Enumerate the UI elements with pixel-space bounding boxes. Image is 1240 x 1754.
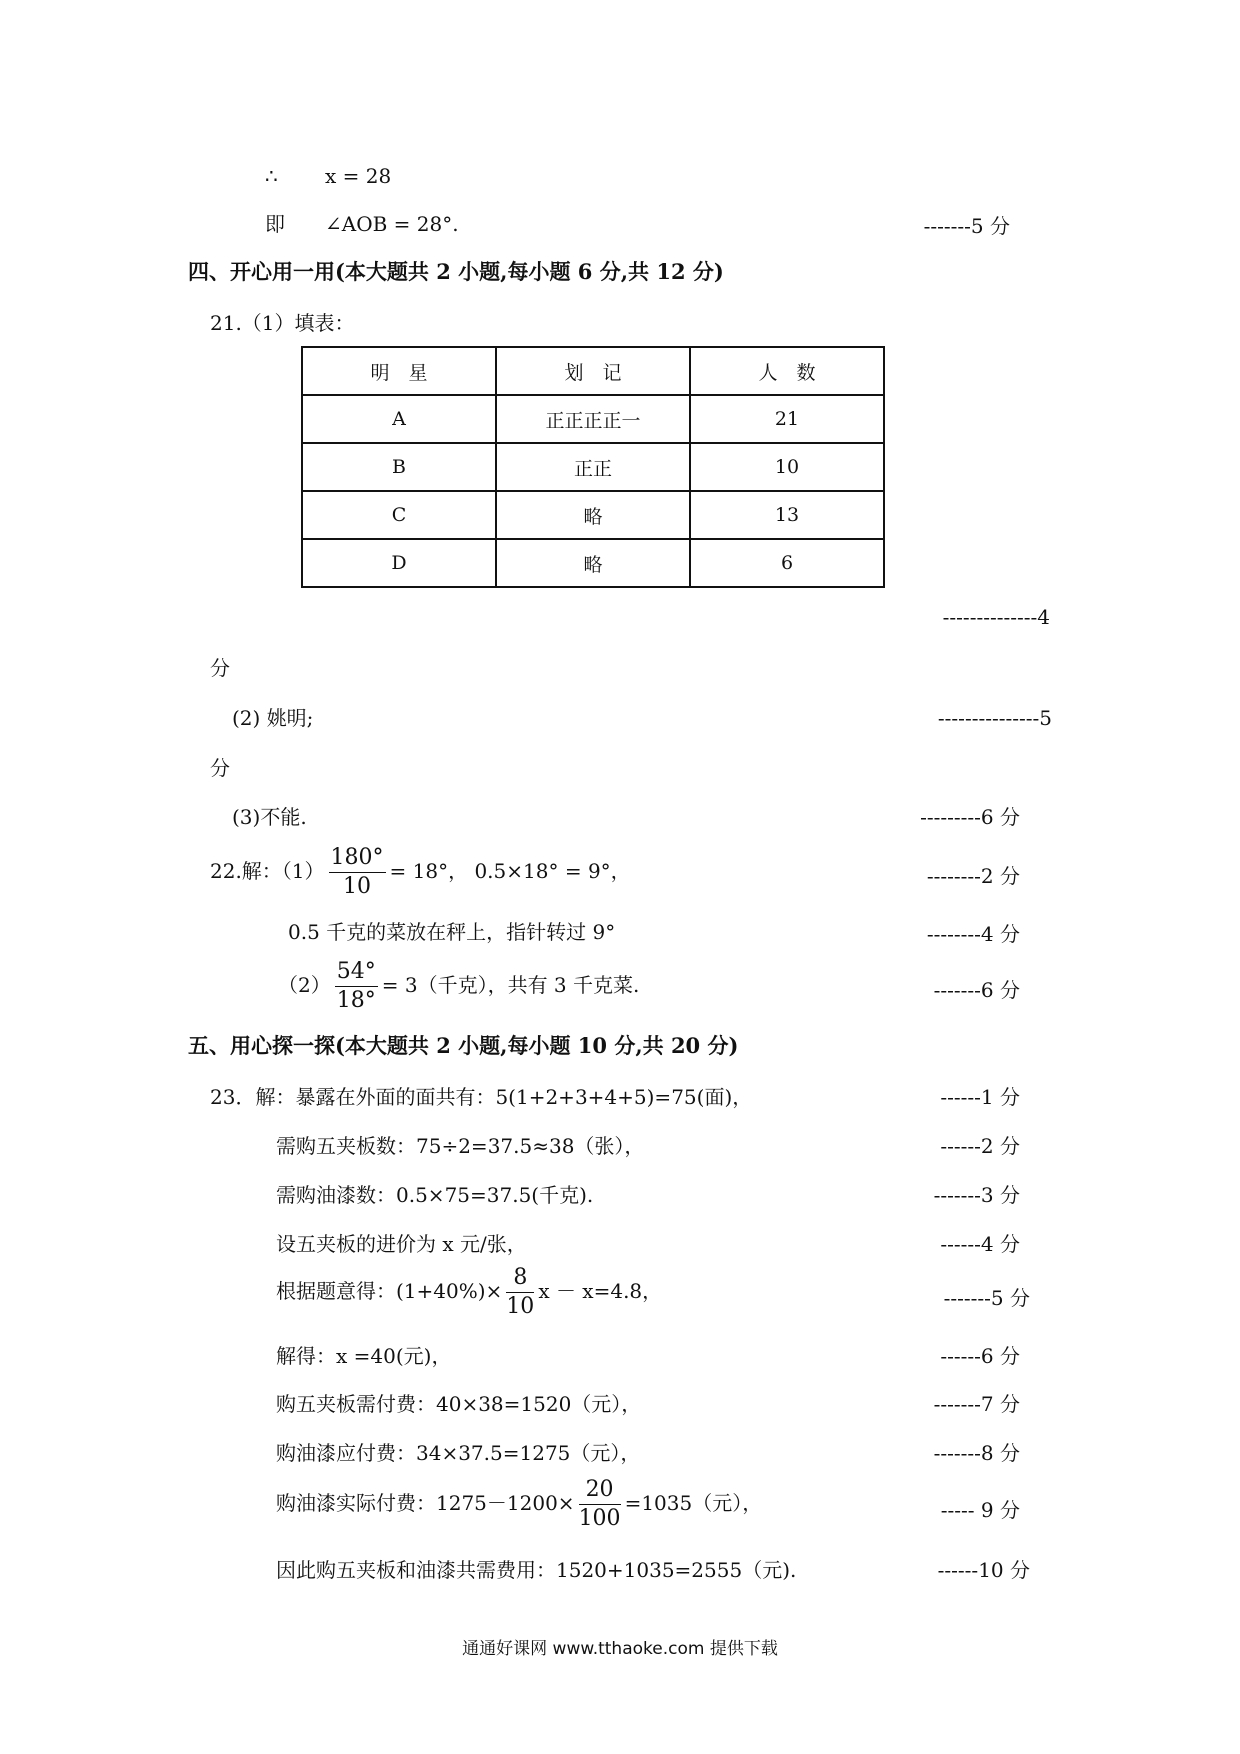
fraction <box>335 959 378 1014</box>
angle-result: ∠AOB = 28°. <box>325 212 459 236</box>
score-3: -------3 分 <box>933 1183 1020 1207</box>
score-4: --------4 分 <box>926 922 1020 946</box>
q21-part2: (2) 姚明; <box>232 706 314 730</box>
q23-text-post: =1035（元）， <box>624 1491 763 1515</box>
score-7: -------7 分 <box>933 1392 1020 1416</box>
table-row <box>302 443 884 491</box>
q23-text-pre: 购油漆实际付费：1275－1200× <box>276 1491 575 1515</box>
q23-line: 购五夹板需付费：40×38=1520（元）， <box>276 1392 642 1416</box>
table-cell: 正正正正一 <box>496 395 690 443</box>
score-unit: 分 <box>210 756 230 780</box>
table-cell: 21 <box>690 395 884 443</box>
fraction <box>579 1477 621 1532</box>
table-header-cell: 明 星 <box>302 347 496 395</box>
fraction-denominator: 10 <box>343 874 372 899</box>
score-5: -------5 分 <box>923 214 1010 238</box>
q23-line: 23．解：暴露在外面的面共有：5(1+2+3+4+5)=75(面)， <box>210 1085 753 1109</box>
fraction-denominator: 18° <box>336 988 376 1013</box>
q22-line1-rest: = 18°， 0.5×18° = 9°， <box>389 859 631 883</box>
table-cell: 13 <box>690 491 884 539</box>
therefore-symbol: ∴ <box>265 164 278 188</box>
table-header-row <box>302 347 884 395</box>
score-6: ---------6 分 <box>920 805 1020 829</box>
q22-line1 <box>210 842 631 900</box>
q22-prefix: 22.解：（1） <box>210 859 325 883</box>
score-5: ---------------5 <box>937 706 1052 730</box>
fraction-denominator: 10 <box>506 1294 535 1319</box>
table-cell: 正正 <box>496 443 690 491</box>
q23-text-post: x － x=4.8， <box>538 1279 663 1303</box>
q23-line-fraction <box>276 1262 662 1320</box>
q22-line2: 0.5 千克的菜放在秤上，指针转过 9° <box>288 920 616 944</box>
q22-line3 <box>278 956 639 1014</box>
table-cell: 6 <box>690 539 884 587</box>
table-header-cell: 人 数 <box>690 347 884 395</box>
q21-part3: (3)不能. <box>232 805 307 829</box>
score-2: ------2 分 <box>940 1134 1020 1158</box>
score-5: -------5 分 <box>943 1286 1030 1310</box>
fraction-numerator: 54° <box>335 959 378 987</box>
score-4: --------------4 <box>942 605 1050 629</box>
table-cell: 略 <box>496 539 690 587</box>
score-unit: 分 <box>210 656 230 680</box>
q23-text-pre: 根据题意得：(1+40%)× <box>276 1279 503 1303</box>
q23-line-fraction <box>276 1474 762 1532</box>
score-8: -------8 分 <box>933 1441 1020 1465</box>
fraction-numerator: 20 <box>579 1477 621 1505</box>
table-cell: B <box>302 443 496 491</box>
table-row <box>302 539 884 587</box>
q23-line: 设五夹板的进价为 x 元/张， <box>276 1232 527 1256</box>
score-2: --------2 分 <box>926 864 1020 888</box>
table-cell: A <box>302 395 496 443</box>
q23-line: 解得：x =40(元)， <box>276 1344 452 1368</box>
section5-heading: 五、用心探一探(本大题共 2 小题,每小题 10 分,共 20 分) <box>188 1033 739 1058</box>
q22-prefix2: （2） <box>278 973 331 997</box>
score-9: ----- 9 分 <box>940 1498 1020 1522</box>
score-4: ------4 分 <box>940 1232 1020 1256</box>
q23-line: 需购五夹板数：75÷2=37.5≈38（张）， <box>276 1134 645 1158</box>
ji-label: 即 <box>265 212 285 236</box>
q22-line3-rest: = 3（千克），共有 3 千克菜. <box>381 973 640 997</box>
q23-line: 因此购五夹板和油漆共需费用：1520+1035=2555（元). <box>276 1558 797 1582</box>
section4-heading: 四、开心用一用(本大题共 2 小题,每小题 6 分,共 12 分) <box>188 259 724 284</box>
page-footer: 通通好课网 www.tthaoke.com 提供下载 <box>462 1639 778 1659</box>
score-6: ------6 分 <box>940 1344 1020 1368</box>
score-6: -------6 分 <box>933 978 1020 1002</box>
table-cell: 10 <box>690 443 884 491</box>
tally-table <box>301 346 885 588</box>
q23-line: 购油漆应付费：34×37.5=1275（元）， <box>276 1441 641 1465</box>
q21-label: 21.（1）填表： <box>210 311 355 335</box>
score-1: ------1 分 <box>940 1085 1020 1109</box>
equation-x: x = 28 <box>325 164 392 188</box>
q23-line: 需购油漆数：0.5×75=37.5(千克). <box>276 1183 594 1207</box>
score-10: ------10 分 <box>937 1558 1030 1582</box>
table-row <box>302 491 884 539</box>
fraction-numerator: 180° <box>329 845 386 873</box>
table-header-cell: 划 记 <box>496 347 690 395</box>
fraction-numerator: 8 <box>506 1265 534 1293</box>
table-cell: D <box>302 539 496 587</box>
fraction-denominator: 100 <box>578 1506 621 1531</box>
table-cell: 略 <box>496 491 690 539</box>
fraction <box>506 1265 534 1320</box>
fraction <box>329 845 386 900</box>
table-cell: C <box>302 491 496 539</box>
table-row <box>302 395 884 443</box>
